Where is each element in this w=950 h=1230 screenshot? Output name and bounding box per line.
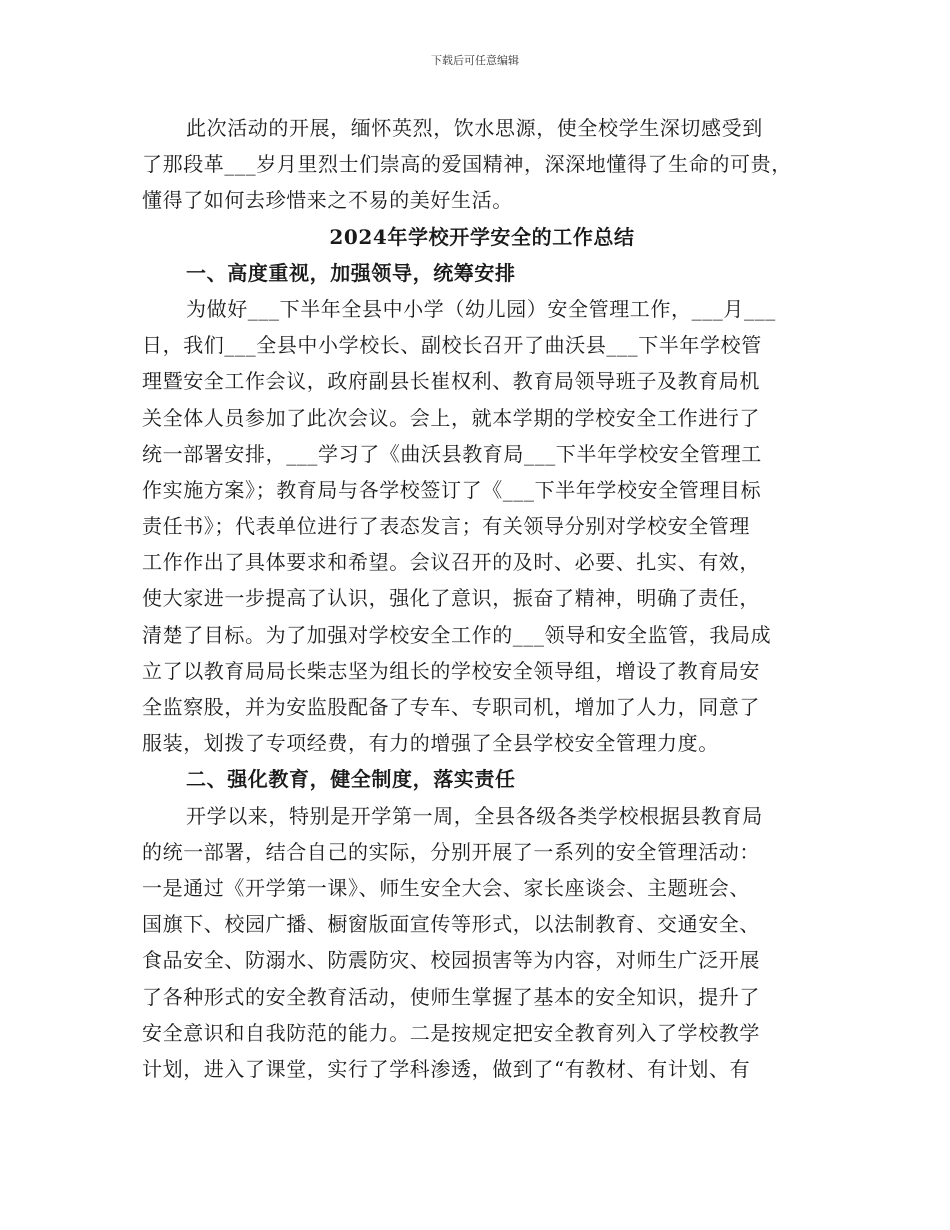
paragraph-line: 食品安全、防溺水、防震防灾、校园损害等为内容，对师生广泛开展 xyxy=(142,948,760,973)
paragraph-line: 了各种形式的安全教育活动，使师生掌握了基本的安全知识，提升了 xyxy=(142,984,760,1009)
paragraph-line: 计划，进入了课堂，实行了学科渗透，做到了“有教材、有计划、有 xyxy=(142,1056,751,1081)
paragraph-line: 的统一部署，结合自己的实际，分别开展了一系列的安全管理活动： xyxy=(142,839,760,864)
paragraph-line: 立了以教育局局长柴志坚为组长的学校安全领导组，增设了教育局安 xyxy=(142,658,760,683)
paragraph-line: 日，我们___全县中小学校长、副校长召开了曲沃县___下半年学校管 xyxy=(142,333,762,358)
paragraph-line: 国旗下、校园广播、橱窗版面宣传等形式，以法制教育、交通安全、 xyxy=(142,912,760,937)
section-heading: 二、强化教育，健全制度，落实责任 xyxy=(186,767,516,792)
paragraph-line: 此次活动的开展，缅怀英烈，饮水思源，使全校学生深切感受到 xyxy=(186,116,763,140)
paragraph-line: 全监察股，并为安监股配备了专车、专职司机，增加了人力，同意了 xyxy=(142,695,760,719)
page-header: 下载后可任意编辑 xyxy=(431,54,519,67)
paragraph-line: 懂得了如何去珍惜来之不易的美好生活。 xyxy=(142,188,513,213)
paragraph-line: 了那段革___岁月里烈士们崇高的爱国精神，深深地懂得了生命的可贵， xyxy=(142,152,792,177)
paragraph-line: 安全意识和自我防范的能力。二是按规定把安全教育列入了学校教学 xyxy=(142,1020,760,1045)
paragraph-line: 工作作出了具体要求和希望。会议召开的及时、必要、扎实、有效， xyxy=(142,550,760,575)
document-title: 2024年学校开学安全的工作总结 xyxy=(329,224,635,249)
paragraph-line: 责任书》；代表单位进行了表态发言；有关领导分别对学校安全管理 xyxy=(142,514,750,539)
paragraph-line: 统一部署安排，___学习了《曲沃县教育局___下半年学校安全管理工 xyxy=(142,441,762,466)
paragraph-line: 关全体人员参加了此次会议。会上，就本学期的学校安全工作进行了 xyxy=(142,405,760,430)
paragraph-line: 使大家进一步提高了认识，强化了意识，振奋了精神，明确了责任， xyxy=(142,586,760,611)
paragraph-line: 为做好___下半年全县中小学（幼儿园）安全管理工作，___月___ xyxy=(186,296,776,321)
section-heading: 一、高度重视，加强领导，统筹安排 xyxy=(186,260,516,285)
paragraph-line: 服装，划拨了专项经费，有力的增强了全县学校安全管理力度。 xyxy=(142,731,719,756)
paragraph-line: 开学以来，特别是开学第一周，全县各级各类学校根据县教育局 xyxy=(186,803,763,828)
paragraph-line: 作实施方案》；教育局与各学校签订了《___下半年学校安全管理目标 xyxy=(142,477,762,502)
paragraph-line: 理暨安全工作会议，政府副县长崔权利、教育局领导班子及教育局机 xyxy=(142,369,760,394)
paragraph-line: 一是通过《开学第一课》、师生安全大会、家长座谈会、主题班会、 xyxy=(142,875,750,900)
document-body xyxy=(142,110,822,1087)
paragraph-line: 清楚了目标。为了加强对学校安全工作的___领导和安全监管，我局成 xyxy=(142,622,772,647)
